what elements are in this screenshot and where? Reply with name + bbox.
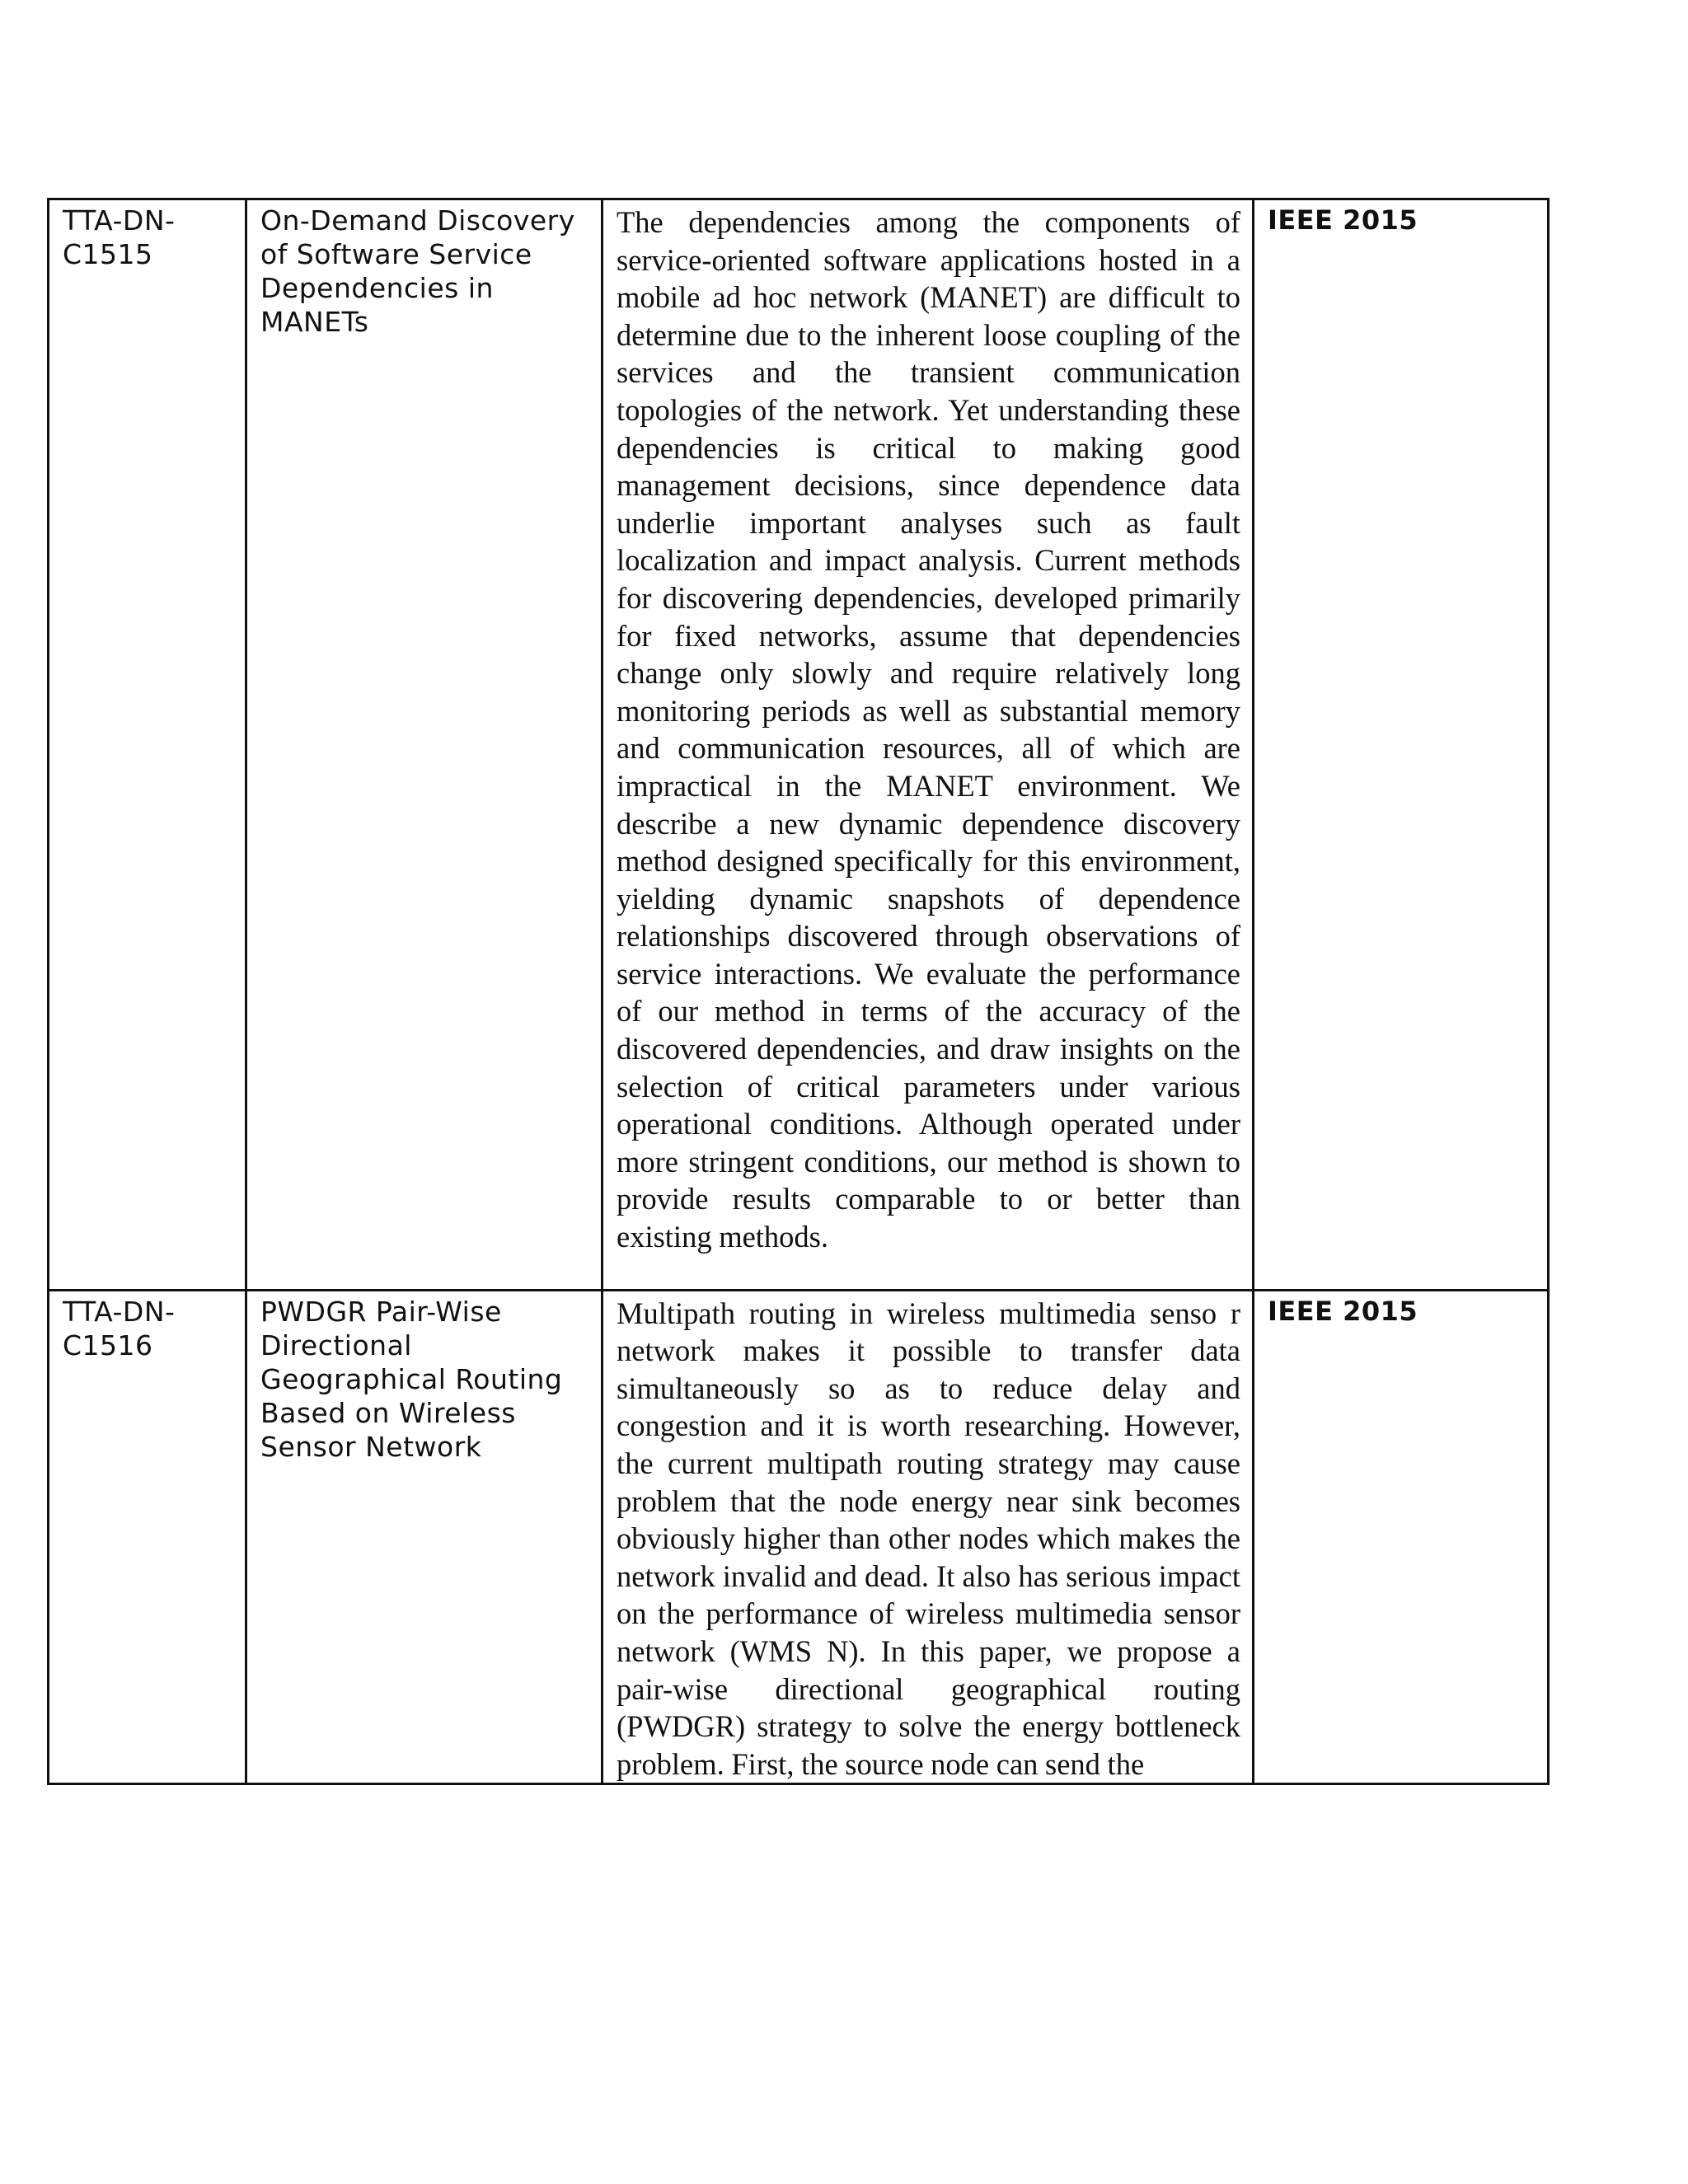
table-row: [49, 1290, 1549, 1784]
project-title: PWDGR Pair-Wise Directional Geographical Routing Based on Wireless Sensor Network: [260, 1295, 563, 1463]
abstract-cell: [603, 199, 1254, 1291]
project-code: TTA-DN-C1515: [63, 204, 176, 270]
project-table: [47, 198, 1550, 1785]
project-year: IEEE 2015: [1268, 1295, 1418, 1327]
table-row: [49, 199, 1549, 1291]
project-code: TTA-DN-C1516: [63, 1295, 176, 1361]
code-cell: [49, 199, 246, 1291]
year-cell: [1254, 199, 1549, 1291]
project-year: IEEE 2015: [1268, 204, 1418, 236]
title-cell: [246, 199, 603, 1291]
code-cell: [49, 1290, 246, 1784]
project-abstract: Multipath routing in wireless multimedia senso r network makes it possible to transfer data simultaneously so as to reduce delay and congestion and it is worth researching. However, the current multipath routing strategy may cause problem that the node energy near sink becomes obviously higher than other nodes which makes the network invalid and dead. It also has serious impact on the performance of wireless multimedia sensor network (WMS N). In this paper, we propose a pair-wise directional geographical routing (PWDGR) strategy to solve the energy bottleneck problem. First, the source node can send the: [617, 1296, 1240, 1781]
title-cell: [246, 1290, 603, 1784]
year-cell: [1254, 1290, 1549, 1784]
project-title: On-Demand Discovery of Software Service Dependencies in MANETs: [260, 204, 575, 338]
abstract-cell: [603, 1290, 1254, 1784]
project-abstract: The dependencies among the components of service-oriented software applications hosted in a mobile ad hoc network (MANET) are difficult to determine due to the inherent loose coupling of the services and the transient communication topologies of the network. Yet understanding these dependencies is critical to making good management decisions, since dependence data underlie important analyses such as fault localization and impact analysis. Current methods for discovering dependencies, developed primarily for fixed networks, assume that dependencies change only slowly and require relatively long monitoring periods as well as substantial memory and communication resources, all of which are impractical in the MANET environment. We describe a new dynamic dependence discovery method designed specifically for this environment, yielding dynamic snapshots of dependence relationships discovered through observations of service interactions. We evaluate the performance of our method in terms of the accuracy of the discovered dependencies, and draw insights on the selection of critical parameters under various operational conditions. Although operated under more stringent conditions, our method is shown to provide results comparable to or better than existing methods.: [617, 205, 1240, 1254]
